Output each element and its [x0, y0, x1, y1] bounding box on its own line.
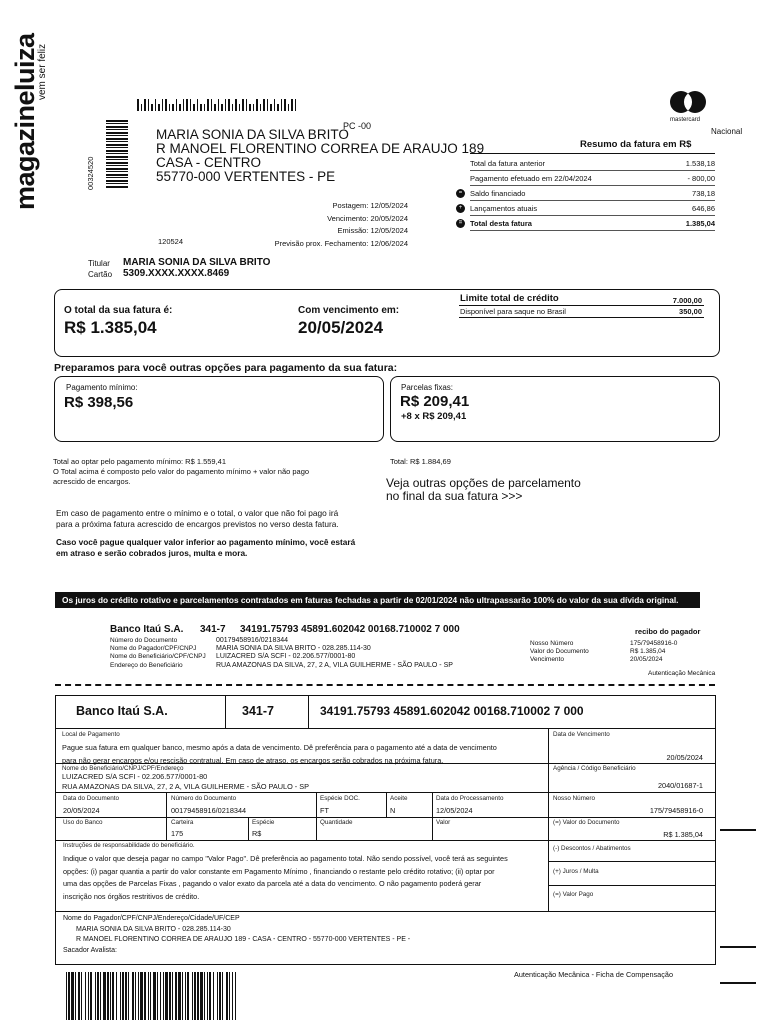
- slip-proc-label: Data do Processamento: [436, 795, 504, 802]
- logo-name: magazineluiza: [10, 33, 40, 210]
- slip-avalista: Sacador Avalista:: [63, 946, 117, 954]
- receipt-payer-label: Nome do Pagador/CPF/CNPJ: [110, 645, 197, 653]
- receipt-values: [216, 637, 453, 670]
- info-text: [56, 508, 339, 530]
- slip-usobanco-label: Uso do Banco: [63, 819, 103, 826]
- slip-instr-line-3: uma das opções de Parcelas Fixas , pagando o valor exato da parcela até a data do vencimento. O não pagamento poderá gerar: [63, 879, 482, 888]
- summary-row-text: Total desta fatura: [470, 218, 532, 228]
- receipt-bank: Banco Itaú S.A.: [110, 624, 184, 635]
- address-block: [156, 128, 484, 184]
- summary-row-label: [458, 188, 526, 198]
- cut-line: [55, 684, 715, 686]
- receipt-venc-label: Vencimento: [530, 656, 564, 664]
- slip-local-text: [62, 741, 497, 767]
- limit-label: Limite total de crédito: [460, 293, 559, 304]
- slip-payer: [63, 914, 410, 956]
- slip-datadoc-label: Data do Documento: [63, 795, 120, 802]
- receipt-addr: RUA AMAZONAS DA SILVA, 27, 2 A, VILA GUILHERME - SÃO PAULO - SP: [216, 661, 453, 669]
- slip-datadoc: 20/05/2024: [63, 806, 100, 815]
- min-payment-label: Pagamento mínimo:: [66, 383, 138, 392]
- receipt-right-values: [630, 640, 677, 665]
- receipt-doc: 00179458916/0218344: [216, 637, 289, 644]
- summary-top-rule: [470, 153, 715, 154]
- receipt-payer: MARIA SONIA DA SILVA BRITO - 028.285.114-30: [216, 645, 371, 653]
- slip-local-line-2: para não gerar encargos e/ou rescisão contratual. Em caso de atraso, os encargos serão cobrados na próxima fatura.: [62, 756, 444, 765]
- titular-label: Titular: [88, 259, 110, 268]
- slip-valor-label: Valor: [436, 819, 451, 826]
- more-options-link[interactable]: [386, 477, 581, 503]
- slip-agencia: 2040/01687-1: [657, 781, 703, 790]
- summary-row-text: Pagamento efetuado em 22/04/2024: [470, 173, 592, 183]
- side-mark-2: [720, 946, 756, 948]
- saque-label: Disponível para saque no Brasil: [460, 307, 566, 316]
- warning-line-2: em atraso e serão cobrados juros, multa e mora.: [56, 548, 248, 558]
- slip-juros-label: (+) Juros / Multa: [553, 868, 599, 875]
- more-options-line-2: no final da sua fatura >>>: [386, 489, 523, 503]
- summary-row-text: Total da fatura anterior: [470, 158, 546, 168]
- titular-name: MARIA SONIA DA SILVA BRITO: [123, 257, 271, 268]
- summary-row-label: [470, 174, 592, 183]
- slip-row-rule-6: [548, 885, 716, 886]
- slip-qtd-label: Quantidade: [320, 819, 353, 826]
- slip-agencia-label: Agência / Código Beneficiário: [553, 765, 636, 772]
- slip-instr-line-2: opções: (i) pagar quantia a partir do valor constante em Pagamento Mínimo , financiando o restante pelo crédito rotativo; (ii) optar por: [63, 866, 495, 876]
- summary-row-label: [458, 218, 532, 228]
- magazineluiza-logo: [2, 30, 62, 210]
- summary-row-value: 646,86: [692, 203, 715, 213]
- summary-row-text: Saldo financiado: [470, 188, 526, 198]
- receipt-right-labels: [530, 640, 589, 665]
- addressee-zip-city: 55770-000 VERTENTES - PE: [156, 169, 336, 184]
- slip-col-e: [432, 792, 433, 840]
- summary-row-label: [470, 159, 545, 168]
- slip-benef-label: Nome do Beneficiário/CNPJ/CPF/Endereço: [62, 765, 184, 772]
- slip-pago-label[interactable]: (=) Valor Pago: [553, 891, 594, 898]
- side-barcode: [106, 120, 128, 188]
- slip-col-c: [316, 792, 317, 840]
- side-mark-1: [720, 829, 756, 831]
- slip-nosso-label: Nosso Número: [553, 795, 595, 802]
- min-note-3: acrescido de encargos.: [53, 477, 131, 486]
- slip-benef: [62, 772, 309, 791]
- cartao-label: Cartão: [88, 270, 113, 279]
- receipt-digitable-line: 34191.75793 45891.602042 00168.710002 7 000: [240, 624, 460, 635]
- slip-carteira: 175: [171, 829, 184, 838]
- installments-total: Total: R$ 1.884,69: [390, 457, 451, 466]
- min-note-1: Total ao optar pelo pagamento mínimo: R$ 1.559,41: [53, 457, 227, 466]
- side-mark-3: [720, 982, 756, 984]
- warning-line-1: Caso você pague qualquer valor inferior ao pagamento mínimo, você estará: [56, 537, 356, 547]
- limit-rule: [459, 305, 704, 306]
- card-type: Nacional: [711, 127, 743, 136]
- slip-header-rule: [55, 728, 716, 729]
- summary-row-value: 1.385,04: [685, 218, 715, 228]
- logo-tagline: vem ser feliz: [37, 43, 48, 100]
- receipt-benef: LUIZACRED S/A SCFI - 02.206.577/0001-80: [216, 653, 356, 661]
- slip-nosso: 175/79458916-0: [649, 806, 703, 815]
- slip-carteira-label: Carteira: [171, 819, 194, 826]
- addressee-district: CASA - CENTRO: [156, 155, 262, 170]
- slip-div-1: [225, 695, 226, 728]
- due-value: 20/05/2024: [298, 318, 384, 337]
- side-code: [86, 157, 95, 190]
- total-label: O total da sua fatura é:: [64, 305, 173, 316]
- slip-pagador-line-2: R MANOEL FLORENTINO CORREA DE ARAUJO 189 - CASA - CENTRO - 55770-000 VERTENTES - PE -: [76, 936, 411, 943]
- holder-values: [123, 257, 270, 279]
- receipt-nosso-label: Nosso Número: [530, 640, 574, 647]
- slip-local-label: Local de Pagamento: [62, 731, 120, 738]
- slip-row-rule-3: [55, 817, 716, 818]
- min-note-2: O Total acima é composto pelo valor do pagamento mínimo + valor não pago: [53, 467, 310, 476]
- summary-row: [458, 201, 715, 216]
- side-code-text: 00324520: [86, 156, 95, 190]
- slip-instr-label: Instruções de responsabilidade do beneficiário.: [63, 842, 195, 849]
- slip-aceite: N: [390, 806, 396, 815]
- slip-digitable-line: 34191.75793 45891.602042 00168.710002 7 000: [320, 704, 584, 718]
- slip-valordoc: R$ 1.385,04: [663, 830, 703, 839]
- summary-row: [470, 171, 715, 186]
- boleto-barcode: [66, 972, 430, 1020]
- holder-labels: [88, 258, 112, 280]
- min-notes: [53, 457, 383, 487]
- slip-numdoc: 00179458916/0218344: [171, 806, 247, 815]
- slip-valordoc-label: (=) Valor do Documento: [553, 819, 620, 826]
- min-payment-value: R$ 398,56: [64, 394, 134, 411]
- receipt-nosso: 175/79458916-0: [630, 640, 678, 647]
- options-heading: Preparamos para você outras opções para pagamento da sua fatura:: [54, 362, 398, 374]
- installments-label: Parcelas fixas:: [401, 383, 454, 392]
- slip-benef-line-2: RUA AMAZONAS DA SILVA, 27, 2 A, VILA GUILHERME - SÃO PAULO - SP: [62, 781, 309, 791]
- installments-value: R$ 209,41: [400, 393, 470, 410]
- due-label: Com vencimento em:: [298, 305, 400, 316]
- saque-value: 350,00: [679, 307, 702, 316]
- summary-row: [458, 216, 715, 231]
- summary-bullet-icon: =: [456, 189, 465, 198]
- reference-code: 120524: [158, 237, 184, 246]
- addressee-name: MARIA SONIA DA SILVA BRITO: [156, 127, 349, 142]
- slip-venc-label: Data de Vencimento: [553, 731, 610, 738]
- slip-bank: Banco Itaú S.A.: [76, 704, 168, 718]
- total-value: R$ 1.385,04: [64, 318, 157, 337]
- summary-row-text: Lançamentos atuais: [470, 203, 538, 213]
- warning-text: [56, 537, 355, 559]
- date-vencimento: Vencimento: 20/05/2024: [327, 213, 408, 223]
- info-line-2: para a próxima fatura acrescido de encargos previstos no verso desta fatura.: [56, 519, 339, 529]
- mastercard-text: mastercard: [670, 117, 701, 123]
- slip-especie-label: Espécie DOC.: [320, 795, 360, 802]
- slip-col-b: [248, 817, 249, 840]
- receipt-valor: R$ 1.385,04: [630, 648, 666, 656]
- slip-col-a: [166, 792, 167, 840]
- receipt-auth: Autenticação Mecânica: [648, 670, 716, 677]
- summary-table: [458, 156, 715, 231]
- summary-row-value: 738,18: [692, 188, 715, 198]
- mastercard-logo-icon: [668, 90, 708, 118]
- summary-row: [458, 186, 715, 201]
- slip-especie: FT: [320, 806, 329, 815]
- slip-row-rule-7: [55, 911, 716, 912]
- postal-barcode: [137, 99, 298, 111]
- saque-rule: [459, 317, 704, 318]
- slip-instructions: [63, 853, 543, 903]
- slip-local-line-1: Pague sua fatura em qualquer banco, mesmo após a data de vencimento. Dê preferência para o pagamento até a data de vencimento: [62, 743, 497, 752]
- slip-pagador-line-1: MARIA SONIA DA SILVA BRITO - 028.285.114-30: [76, 925, 231, 933]
- summary-row-value: - 800,00: [687, 173, 715, 183]
- slip-aceite-label: Aceite: [390, 795, 408, 802]
- slip-row-rule-4: [55, 840, 716, 841]
- interest-banner: Os juros do crédito rotativo e parcelamentos contratados em faturas fechadas a partir de 02/01/2024 não ultrapassarão 100% do valor da sua dívida original.: [55, 592, 700, 608]
- receipt-benef-label: Nome do Beneficiário/CPF/CNPJ: [110, 653, 206, 661]
- slip-right-col: [548, 728, 549, 911]
- summary-row-label: [458, 203, 538, 213]
- card-number: 5309.XXXX.XXXX.8469: [123, 268, 230, 279]
- dates-block: [250, 200, 408, 250]
- slip-div-2: [308, 695, 309, 728]
- addressee-street: R MANOEL FLORENTINO CORREA DE ARAUJO 189: [156, 141, 485, 156]
- receipt-labels: [110, 637, 206, 670]
- limit-value: 7.000,00: [672, 296, 702, 305]
- installments-sub: +8 x R$ 209,41: [401, 411, 467, 422]
- receipt-title: recibo do pagador: [635, 627, 701, 636]
- slip-row-rule-5: [548, 861, 716, 862]
- slip-bank-code: 341-7: [242, 704, 274, 718]
- receipt-doc-label: Número do Documento: [110, 637, 178, 644]
- summary-bullet-icon: =: [456, 219, 465, 228]
- summary-bullet-icon: +: [456, 204, 465, 213]
- slip-instr-line-1: Indique o valor que deseja pagar no campo "Valor Pago". Dê preferência ao pagamento total. Não sendo possível, você terá as seguintes: [63, 854, 508, 863]
- slip-instr-line-4: inscrição nos órgãos restritivos de crédito.: [63, 891, 200, 901]
- slip-proc: 12/05/2024: [436, 806, 473, 815]
- postal-code-pc: PC -00: [343, 121, 372, 131]
- slip-col-d: [386, 792, 387, 817]
- slip-benef-line-1: LUIZACRED S/A SCFI - 02.206.577/0001-80: [62, 772, 208, 781]
- info-line-1: Em caso de pagamento entre o mínimo e o total, o valor que não foi pago irá: [56, 508, 339, 518]
- receipt-venc: 20/05/2024: [630, 656, 663, 664]
- date-fechamento: Previsão prox. Fechamento: 12/06/2024: [274, 238, 408, 248]
- summary-row: [470, 156, 715, 171]
- slip-venc: 20/05/2024: [666, 753, 703, 762]
- slip-footer: Autenticação Mecânica - Ficha de Compensação: [514, 970, 673, 979]
- date-postagem: Postagem: 12/05/2024: [332, 201, 408, 210]
- slip-numdoc-label: Número do Documento: [171, 795, 237, 802]
- receipt-valor-label: Valor do Documento: [530, 648, 589, 656]
- slip-esp-label: Espécie: [252, 819, 275, 826]
- more-options-line-1: Veja outras opções de parcelamento: [386, 476, 581, 490]
- date-emissao: Emissão: 12/05/2024: [337, 226, 408, 235]
- summary-row-value: 1.538,18: [685, 158, 715, 168]
- summary-title: Resumo da fatura em R$: [580, 139, 692, 150]
- slip-pagador-label: Nome do Pagador/CPF/CNPJ/Endereço/Cidade/UF/CEP: [63, 915, 240, 922]
- slip-desc-label: (-) Descontos / Abatimentos: [553, 845, 631, 852]
- receipt-bank-code: 341-7: [200, 624, 226, 635]
- receipt-addr-label: Endereço do Beneficiário: [110, 661, 183, 669]
- slip-esp: R$: [252, 829, 262, 838]
